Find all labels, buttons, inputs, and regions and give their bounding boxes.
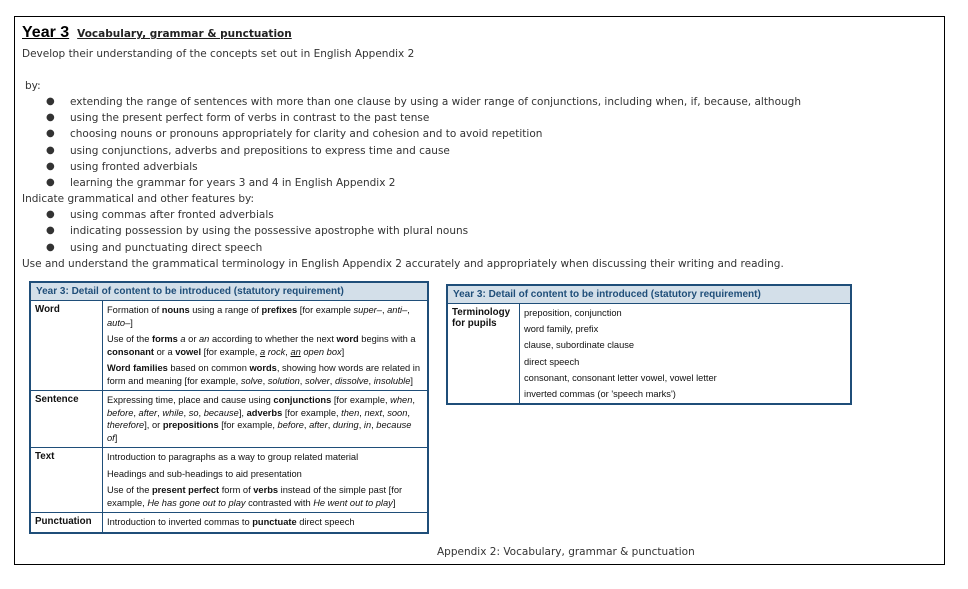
row-item: Formation of nouns using a range of prefixes [for example super–, anti–, auto–]: [107, 305, 410, 328]
bullet-icon: ●: [46, 128, 55, 140]
by-label: by:: [25, 80, 41, 92]
bullet-icon: ●: [46, 112, 55, 124]
closing-text: Use and understand the grammatical terminology in English Appendix 2 accurately and appropriately when discussing their writing and reading.: [22, 257, 784, 270]
bullet-icon: ●: [46, 96, 55, 107]
list-item: [22, 175, 932, 191]
list-item-text: using commas after fronted adverbials: [70, 209, 274, 222]
bullet-list-develop: [22, 94, 932, 191]
bullet-icon: ●: [46, 160, 55, 172]
title-line: [22, 24, 932, 46]
row-item: Word families based on common words, showing how words are related in form and meaning [for example, solve, solution, solver, dissolve, insoluble]: [107, 363, 420, 386]
row-label: Text: [30, 448, 103, 513]
terminology-item: word family, prefix: [524, 324, 599, 335]
bullet-icon: ●: [46, 144, 55, 156]
table-header: Year 3: Detail of content to be introduced (statutory requirement): [30, 282, 428, 301]
row-label: Punctuation: [30, 513, 103, 533]
row-item: Introduction to paragraphs as a way to group related material: [107, 452, 359, 462]
table-row: [30, 301, 428, 391]
terminology-item: preposition, conjunction: [524, 308, 622, 318]
intro-text: Develop their understanding of the concepts set out in English Appendix 2: [22, 48, 415, 60]
row-label-line: for pupils: [452, 318, 497, 329]
list-item: [22, 143, 932, 159]
table-row: [30, 391, 428, 448]
list-item: [22, 240, 932, 256]
content-requirements-table: [29, 281, 429, 534]
row-label: Sentence: [30, 391, 103, 448]
list-item-text: using conjunctions, adverbs and prepositions to express time and cause: [70, 144, 450, 157]
table-row: [30, 513, 428, 533]
bullet-icon: ●: [46, 241, 55, 253]
row-label: Word: [30, 301, 103, 391]
terminology-item: inverted commas (or 'speech marks'): [524, 388, 676, 399]
terminology-table: [446, 284, 852, 405]
list-item-text: learning the grammar for years 3 and 4 in English Appendix 2: [70, 176, 396, 189]
row-content: [520, 304, 852, 404]
list-item-text: using fronted adverbials: [70, 160, 198, 173]
figure-caption: Appendix 2: Vocabulary, grammar & punctuation: [437, 546, 695, 558]
row-item: Use of the forms a or an according to whether the next word begins with a consonant or a vowel [for example, a rock, an open box]: [107, 334, 416, 357]
year-heading: Year 3: [22, 24, 70, 41]
terminology-item: direct speech: [524, 356, 580, 367]
table-row: [30, 448, 428, 513]
bullet-icon: ●: [46, 225, 55, 237]
list-item: [22, 159, 932, 175]
bullet-icon: ●: [46, 209, 55, 221]
row-item: Headings and sub-headings to aid presentation: [107, 468, 302, 479]
bullet-icon: ●: [46, 176, 55, 188]
list-item-text: indicating possession by using the possessive apostrophe with plural nouns: [70, 225, 469, 238]
section-subtitle: Vocabulary, grammar & punctuation: [77, 28, 292, 40]
bullet-list-indicate: [22, 207, 932, 256]
row-content: [103, 448, 429, 513]
list-item: [22, 126, 932, 142]
list-item-text: using the present perfect form of verbs in contrast to the past tense: [70, 112, 430, 125]
row-item: Expressing time, place and cause using conjunctions [for example, when, before, after, while, so, because], adverbs [for example, then, next, soon, therefore], or prepositions [for example, before, after, during, in, because of]: [107, 395, 415, 443]
row-label: [447, 304, 520, 404]
row-content: [103, 301, 429, 391]
terminology-item: clause, subordinate clause: [524, 340, 635, 351]
terminology-item: consonant, consonant letter vowel, vowel letter: [524, 372, 717, 383]
document-body: [22, 24, 932, 272]
row-content: [103, 513, 429, 533]
row-label-line: Terminology: [452, 307, 511, 318]
spacer: [22, 62, 932, 78]
list-item-text: choosing nouns or pronouns appropriately for clarity and cohesion and to avoid repetition: [70, 128, 543, 141]
table-header: Year 3: Detail of content to be introduced (statutory requirement): [447, 285, 851, 304]
list-item: [22, 110, 932, 126]
indicate-label: Indicate grammatical and other features by:: [22, 193, 255, 206]
row-item: Use of the present perfect form of verbs instead of the simple past [for example, He has gone out to play contrasted with He went out to play]: [107, 485, 403, 508]
list-item-text: extending the range of sentences with more than one clause by using a wider range of conjunctions, including when, if, because, although: [70, 96, 801, 108]
list-item: [22, 223, 932, 239]
list-item: [22, 207, 932, 223]
table-body: [30, 301, 428, 533]
row-content: [103, 391, 429, 448]
list-item: [22, 94, 932, 110]
list-item-text: using and punctuating direct speech: [70, 241, 263, 254]
table-row: [447, 304, 851, 404]
row-item: Introduction to inverted commas to punctuate direct speech: [107, 517, 355, 527]
